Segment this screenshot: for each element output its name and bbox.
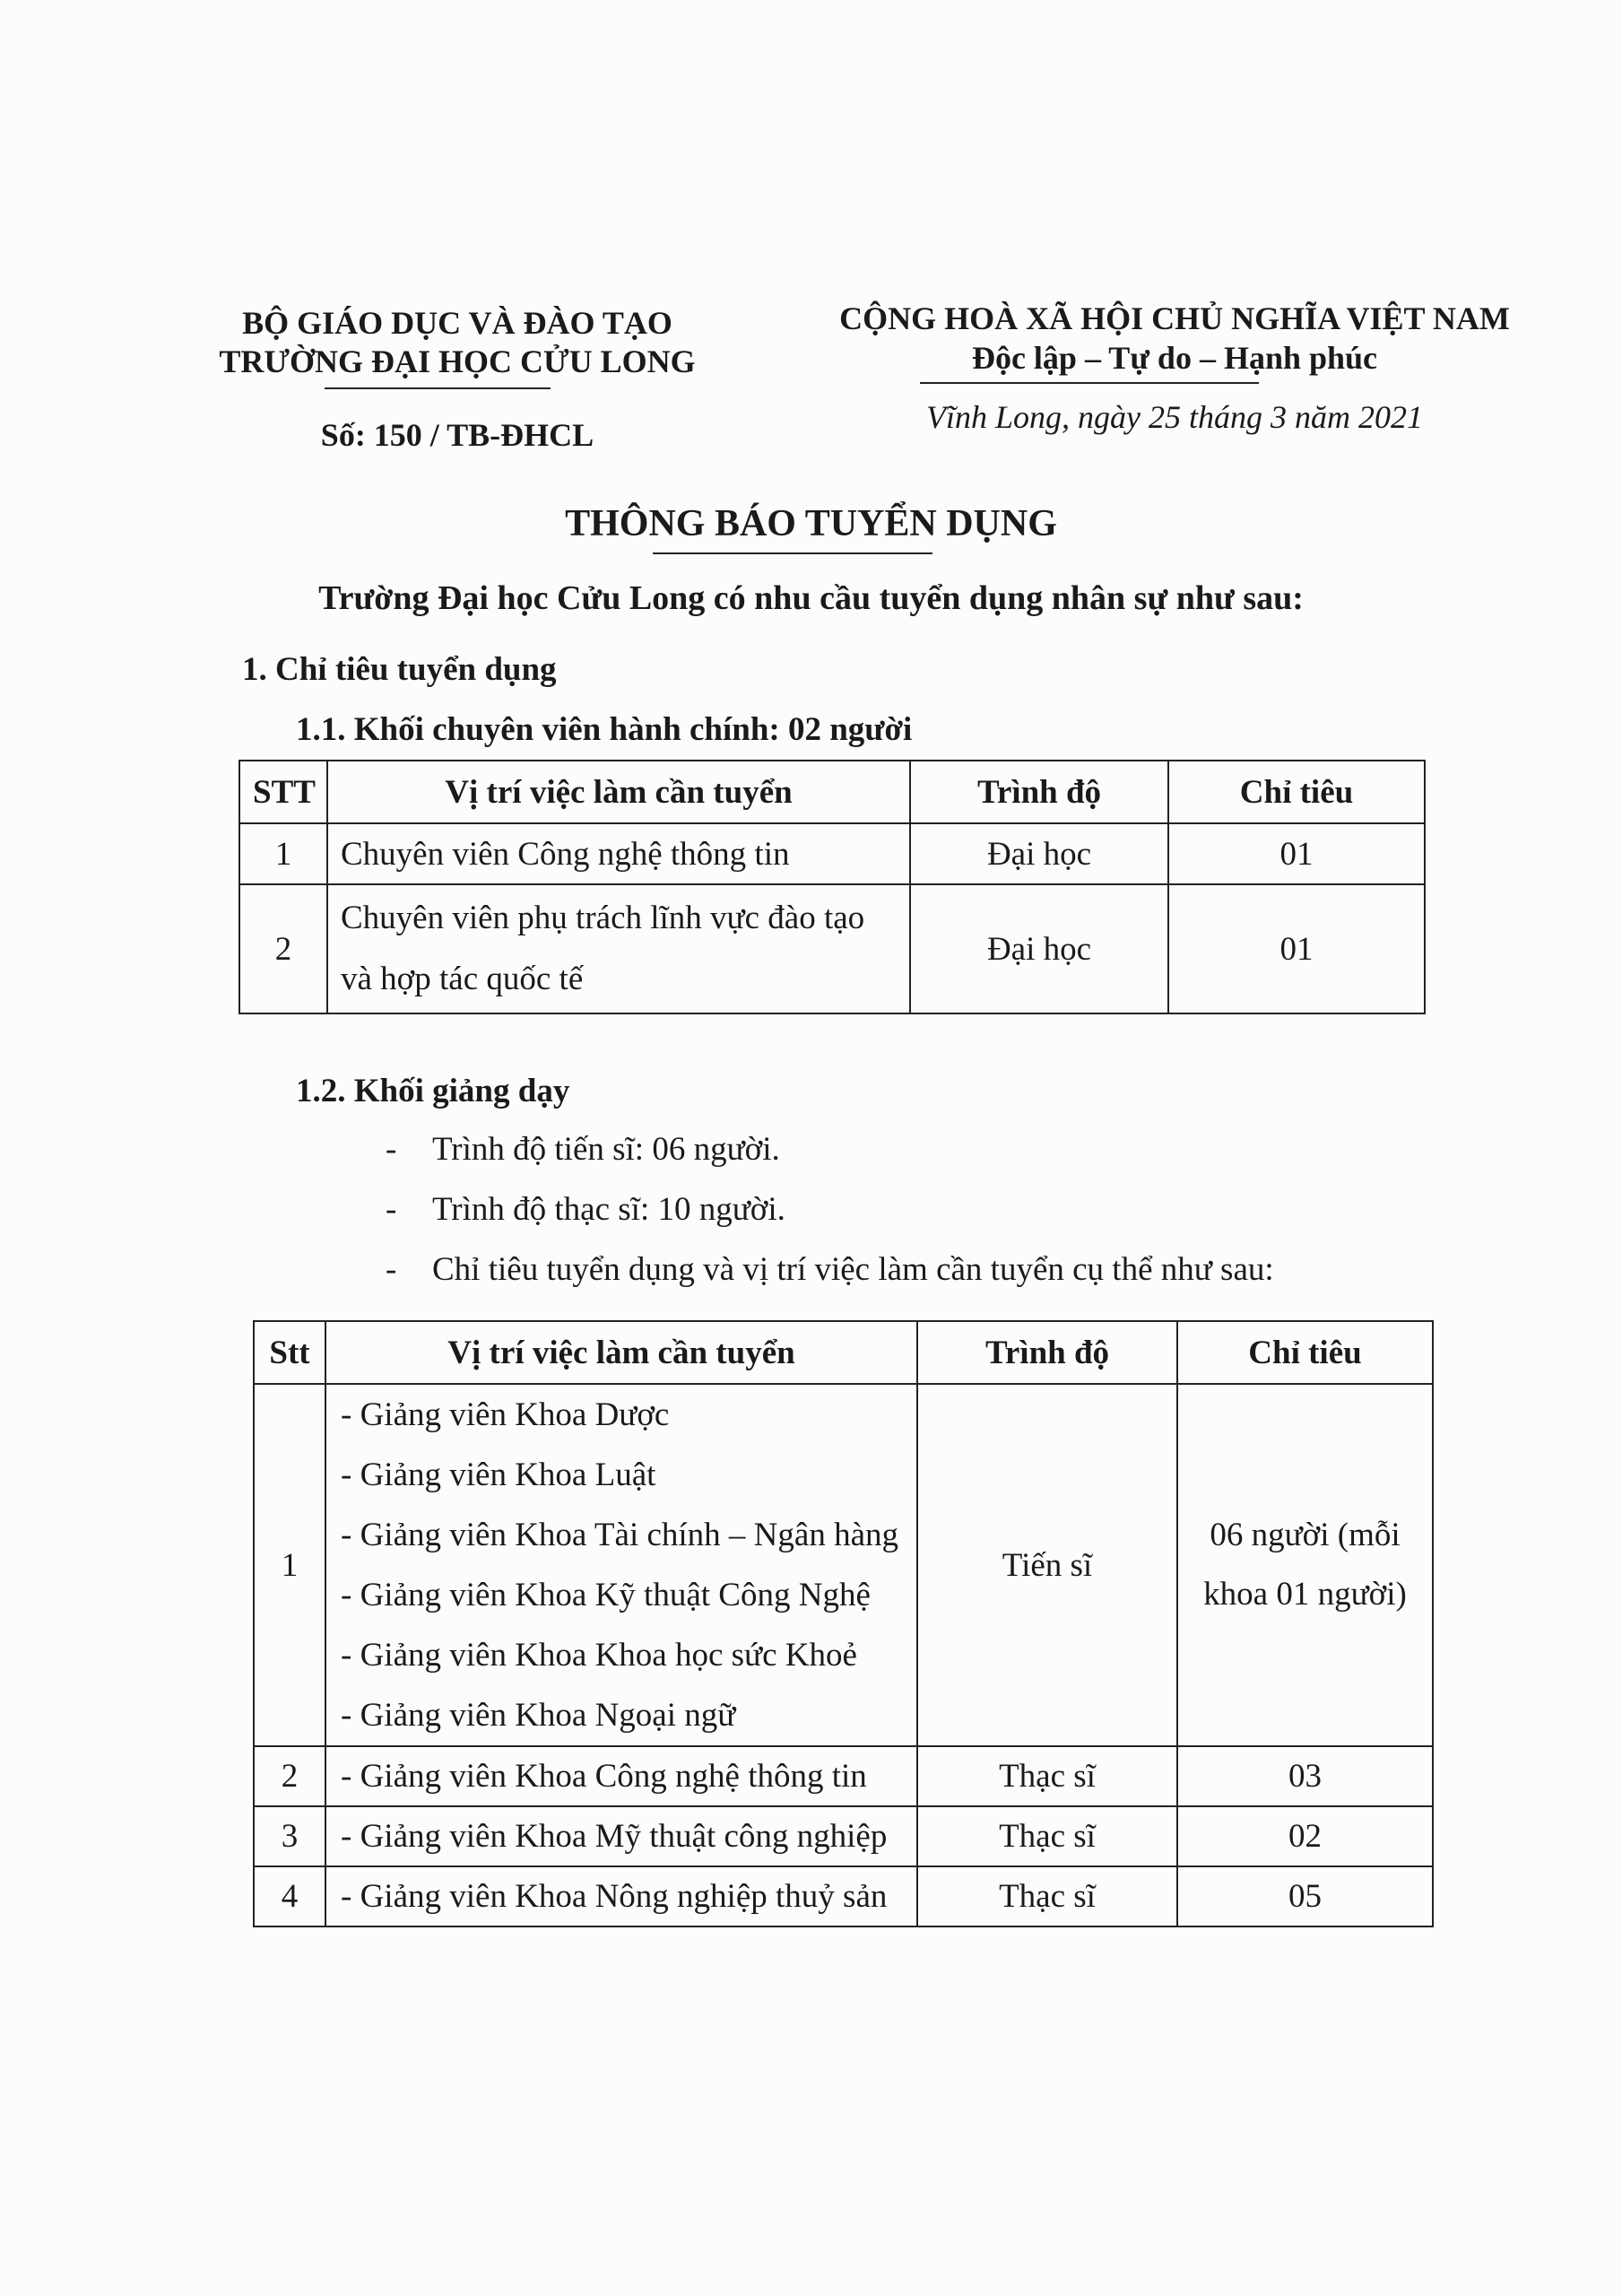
- quota-cell: 03: [1177, 1746, 1433, 1806]
- level-cell: Đại học: [910, 884, 1168, 1013]
- document-date: Vĩnh Long, ngày 25 tháng 3 năm 2021: [926, 399, 1423, 435]
- level-cell: Thạc sĩ: [917, 1746, 1177, 1806]
- position-line: và hợp tác quốc tế: [341, 961, 584, 997]
- national-motto: Độc lập – Tự do – Hạnh phúc: [971, 340, 1378, 376]
- position-line: - Giảng viên Khoa Tài chính – Ngân hàng: [341, 1517, 898, 1553]
- column-header: Vị trí việc làm cần tuyển: [325, 1321, 917, 1384]
- level-cell: Thạc sĩ: [917, 1866, 1177, 1926]
- position-line: - Giảng viên Khoa Khoa học sức Khoẻ: [341, 1637, 857, 1674]
- subsection-heading-admin: 1.1. Khối chuyên viên hành chính: 02 người: [296, 711, 913, 748]
- table-row: [254, 1806, 1433, 1866]
- document-title: THÔNG BÁO TUYỂN DỤNG: [565, 503, 1057, 544]
- position-cell: [325, 1384, 917, 1746]
- position-line: - Giảng viên Khoa Dược: [341, 1396, 670, 1433]
- intro-text: Trường Đại học Cửu Long có nhu cầu tuyển dụng nhân sự như sau:: [318, 579, 1304, 617]
- column-header: Chỉ tiêu: [1177, 1321, 1433, 1384]
- quota-line: 06 người (mỗi: [1210, 1517, 1401, 1553]
- teaching-staff-table: [253, 1320, 1434, 1927]
- row-number: 1: [239, 823, 327, 884]
- table-row: [239, 823, 1425, 884]
- bullet-text: Chỉ tiêu tuyển dụng và vị trí việc làm cần tuyển cụ thể như sau:: [432, 1251, 1274, 1288]
- position-line: - Giảng viên Khoa Kỹ thuật Công Nghệ: [341, 1577, 871, 1613]
- table-row: [254, 1746, 1433, 1806]
- position-cell: [327, 884, 910, 1013]
- table-row: [254, 1384, 1433, 1746]
- column-header: STT: [239, 761, 327, 823]
- level-cell: Đại học: [910, 823, 1168, 884]
- column-header: Trình độ: [917, 1321, 1177, 1384]
- quota-cell: 05: [1177, 1866, 1433, 1926]
- column-header: Stt: [254, 1321, 325, 1384]
- subsection-heading-teaching: 1.2. Khối giảng dạy: [296, 1073, 570, 1109]
- dash-icon: -: [386, 1131, 397, 1168]
- section-heading: 1. Chỉ tiêu tuyển dụng: [242, 651, 557, 688]
- table-header-row: [239, 761, 1425, 823]
- university-name: TRƯỜNG ĐẠI HỌC CỬU LONG: [219, 344, 696, 379]
- left-header-underline: [325, 387, 551, 389]
- quota-cell: 01: [1168, 823, 1425, 884]
- row-number: 2: [239, 884, 327, 1013]
- quota-line: khoa 01 người): [1203, 1576, 1407, 1613]
- column-header: Trình độ: [910, 761, 1168, 823]
- position-line: - Giảng viên Khoa Luật: [341, 1457, 656, 1493]
- ministry-name: BỘ GIÁO DỤC VÀ ĐÀO TẠO: [242, 305, 672, 341]
- quota-cell: [1177, 1384, 1433, 1746]
- position-cell: - Giảng viên Khoa Mỹ thuật công nghiệp: [325, 1806, 917, 1866]
- table-row: [254, 1866, 1433, 1926]
- row-number: 4: [254, 1866, 325, 1926]
- position-cell: - Giảng viên Khoa Nông nghiệp thuỷ sản: [325, 1866, 917, 1926]
- column-header: Vị trí việc làm cần tuyển: [327, 761, 910, 823]
- row-number: 3: [254, 1806, 325, 1866]
- column-header: Chỉ tiêu: [1168, 761, 1425, 823]
- quota-cell: 01: [1168, 884, 1425, 1013]
- right-header-underline: [920, 382, 1259, 384]
- position-cell: Chuyên viên Công nghệ thông tin: [327, 823, 910, 884]
- title-underline: [653, 552, 932, 554]
- row-number: 2: [254, 1746, 325, 1806]
- level-cell: Thạc sĩ: [917, 1806, 1177, 1866]
- position-cell: - Giảng viên Khoa Công nghệ thông tin: [325, 1746, 917, 1806]
- bullet-text: Trình độ tiến sĩ: 06 người.: [432, 1131, 780, 1168]
- admin-staff-table: [239, 760, 1426, 1014]
- bullet-text: Trình độ thạc sĩ: 10 người.: [432, 1191, 785, 1228]
- document-number: Số: 150 / TB-ĐHCL: [320, 417, 594, 453]
- dash-icon: -: [386, 1191, 397, 1228]
- table-header-row: [254, 1321, 1433, 1384]
- position-line: - Giảng viên Khoa Ngoại ngữ: [341, 1697, 736, 1734]
- country-name: CỘNG HOÀ XÃ HỘI CHỦ NGHĨA VIỆT NAM: [839, 300, 1510, 336]
- row-number: 1: [254, 1384, 325, 1746]
- position-line: Chuyên viên phụ trách lĩnh vực đào tạo: [341, 900, 865, 936]
- quota-cell: 02: [1177, 1806, 1433, 1866]
- dash-icon: -: [386, 1251, 397, 1288]
- level-cell: Tiến sĩ: [917, 1384, 1177, 1746]
- table-row: [239, 884, 1425, 1013]
